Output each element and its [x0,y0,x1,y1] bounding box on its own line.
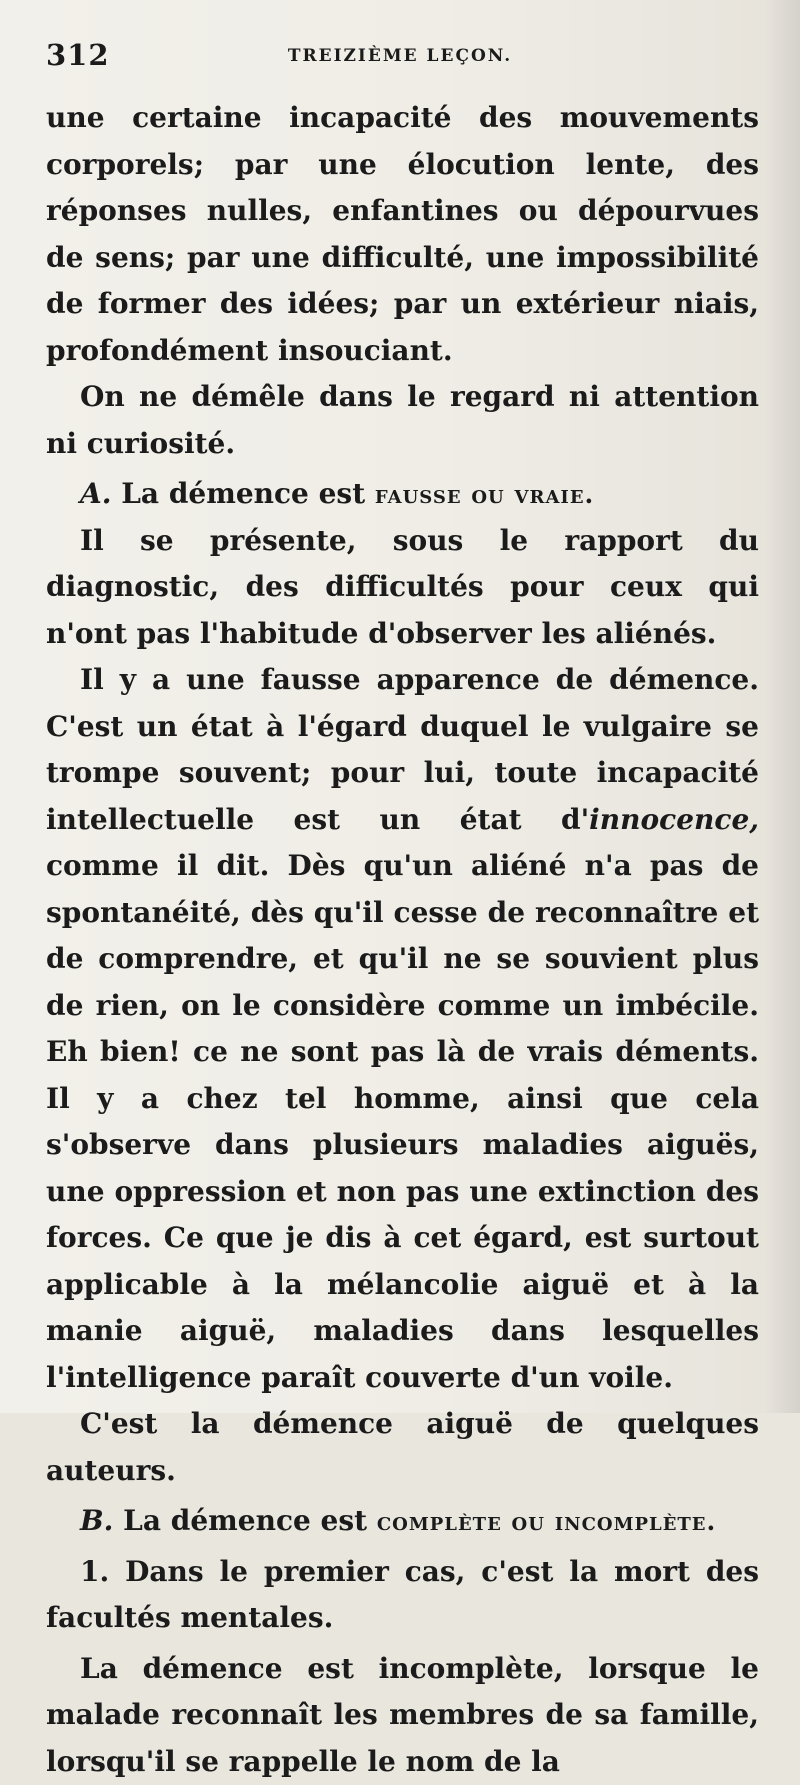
section-letter-b: B. [80,1504,113,1537]
section-heading-a-text: La démence est [121,477,365,510]
paragraph-regard: On ne démêle dans le regard ni attention ni curiosité. [46,374,759,467]
section-heading-b-text: La démence est [123,1504,367,1537]
page-number: 312 [46,38,110,72]
paragraph-diagnostic: Il se présente, sous le rapport du diagnostic, des difficultés pour ceux qui n'ont pas l'habitude d'observer les aliénés. [46,518,759,658]
paragraph-fausse-apparence [46,657,759,1401]
page-body [46,95,759,1785]
section-heading-b-smallcaps: complète ou incomplète. [377,1506,716,1536]
paragraph-premier-cas: 1. Dans le premier cas, c'est la mort des facultés mentales. [46,1549,759,1642]
paragraph-continued: une certaine incapacité des mouvements corporels; par une élocution lente, des réponses nulles, enfantines ou dépourvues de sens; par une difficulté, une impossibilité de former des idées; par un extérieur niais, profondément insouciant. [46,95,759,374]
section-heading-a [46,471,759,518]
running-head: TREIZIÈME LEÇON. [46,46,754,66]
section-letter-a: A. [80,477,111,510]
paragraph-fausse-apparence-end: comme il dit. Dès qu'un aliéné n'a pas de spontanéité, dès qu'il cesse de reconnaître et de comprendre, et qu'il ne se souvient plus de rien, on le considère comme un imbécile. Eh bien! ce ne sont pas là de vrais déments. Il y a chez tel homme, ainsi que cela s'observe dans plusieurs maladies aiguës, une oppression et non pas une extinction des forces. Ce que je dis à cet égard, est surtout applicable à la mélancolie aiguë et à la manie aiguë, maladies dans lesquelles l'intelligence paraît couverte d'un voile. [46,849,759,1394]
paragraph-incomplete: La démence est incomplète, lorsque le malade reconnaît les membres de sa famille, lorsqu'il se rappelle le nom de la [46,1646,759,1785]
section-heading-b [46,1498,759,1545]
page-edge-shadow [764,0,800,1413]
paragraph-fausse-apparence-start: Il y a une fausse apparence de démence. C'est un état à l'égard duquel le vulgaire se trompe souvent; pour lui, toute incapacité intellectuelle est un état d' [46,663,759,836]
innocence-emphasis: innocence, [589,803,759,836]
page-header [46,36,754,76]
paragraph-demence-aigue: C'est la démence aiguë de quelques auteurs. [46,1401,759,1494]
section-heading-a-smallcaps: fausse ou vraie. [375,479,594,509]
